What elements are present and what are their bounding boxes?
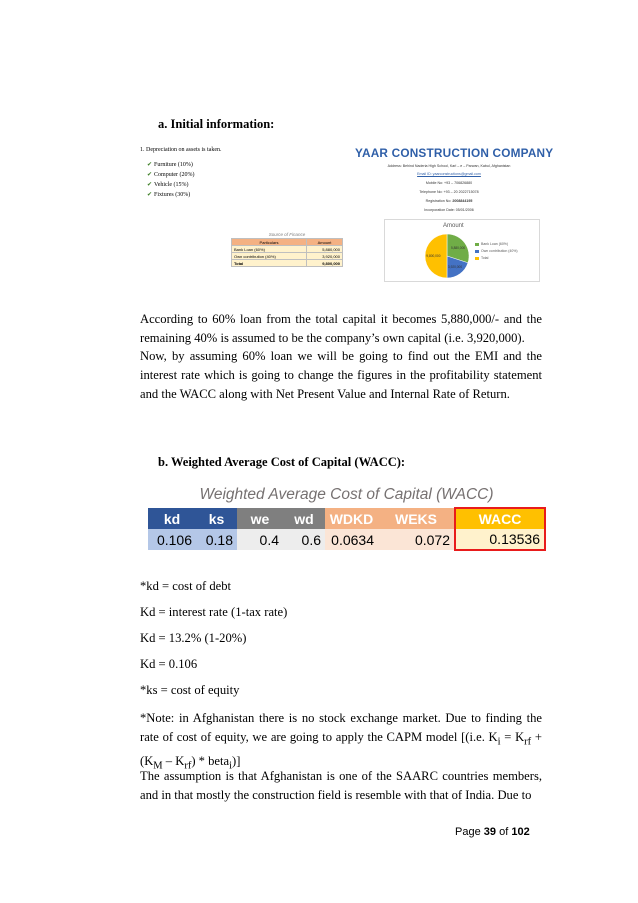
source-of-finance-table [231,238,343,267]
pie-data-label: 3,920,000 [447,265,463,270]
wacc-value-we: 0.4 [237,529,283,550]
chart-title: Amount [443,223,464,229]
company-mobile: Mobile No: +93 – 706826880 [425,181,473,185]
table-row [232,246,343,253]
wacc-value-kd: 0.106 [148,529,196,550]
sof-header-cell: Amount [307,239,343,246]
wacc-value-ks: 0.18 [196,529,237,550]
page-footer: Page 39 of 102 [455,826,530,838]
sof-header-cell: Particulars [232,239,307,246]
company-email[interactable]: Email ID: yaarconstructions@gmail.com [417,172,481,176]
wacc-header-wd: wd [283,508,325,529]
depreciation-list [140,161,250,198]
wacc-header-wdkd: WDKD [325,508,378,529]
sof-title: Source of Finance [268,232,306,237]
legend-item: Total [475,256,518,260]
wacc-header-weks: WEKS [378,508,455,529]
legend-swatch [475,250,479,253]
chart-legend [475,242,518,260]
sof-cell: Bank Loan (60%) [232,246,307,253]
check-icon: ✔ [147,192,153,198]
wacc-value-wacc: 0.13536 [455,529,545,550]
paragraph-emi: Now, by assuming 60% loan we will be going to find out the EMI and the interest rate which is going to change the figures in the profitability statement and the WACC along with Net Present Value and Internal Rate of Return. [140,349,542,401]
depreciation-item: ✔ Furniture (10%) [147,162,193,168]
amount-chart [384,219,540,282]
note-kd-result: Kd = 0.106 [140,657,198,671]
note-capm: *Note: in Afghanistan there is no stock exchange market. Due to finding the rate of cost of equity, we are going to apply the CAPM model [(i.e. $K_i = K_{rf} + (K_M - K_{rf})$ * beta$_i$)] [140,711,542,772]
legend-swatch [475,243,479,246]
company-details [374,164,524,212]
legend-item: Own contribution (40%) [475,249,518,253]
sof-header-row [232,239,343,246]
company-incorporation: Incorporation Date: 05/01/2006 [424,208,474,212]
note-kd-formula: Kd = interest rate (1-tax rate) [140,605,288,619]
depreciation-title: 1. Depreciation on assets is taken. [140,147,222,153]
sof-cell: Own contribution (40%) [232,253,307,260]
wacc-table [148,507,546,551]
wacc-value-wd: 0.6 [283,529,325,550]
table-row [148,529,545,550]
section-b-heading: b. Weighted Average Cost of Capital (WACC): [158,455,406,469]
paragraph-assumption: The assumption is that Afghanistan is one of the SAARC countries members, and in that mostly the construction field is resemble with that of India. Due to [140,769,542,802]
legend-item: Bank Loan (60%) [475,242,518,246]
depreciation-block [140,147,250,198]
depreciation-item: ✔ Computer (20%) [147,172,195,178]
note-ks-definition: *ks = cost of equity [140,683,240,697]
company-address: Address: Behind Naderia High School, Karl – e – Parwan, Kabul, Afghanistan [387,164,511,168]
depreciation-item: ✔ Fixtures (30%) [147,192,191,198]
pie-data-label: 9,800,000 [426,254,441,258]
table-row [232,253,343,260]
wacc-title: Weighted Average Cost of Capital (WACC) [199,486,494,503]
sof-cell: 5,880,000 [307,246,343,253]
sof-cell: 3,920,000 [307,253,343,260]
wacc-header-row [148,508,545,529]
company-registration: Registration No: 2008844195 [425,199,473,203]
check-icon: ✔ [147,182,153,188]
wacc-header-wacc: WACC [455,508,545,529]
pie-data-label: 5,880,000 [450,245,466,250]
note-kd-substitution: Kd = 13.2% (1-20%) [140,631,247,645]
check-icon: ✔ [147,172,153,178]
legend-swatch [475,257,479,260]
company-telephone: Telephone No: +93 – 20 2022715078 [419,190,479,194]
wacc-value-wdkd: 0.0634 [325,529,378,550]
sof-cell: 9,800,000 [307,260,343,267]
company-name: YAAR CONSTRUCTION COMPANY [355,146,554,160]
wacc-header-we: we [237,508,283,529]
wacc-header-ks: ks [196,508,237,529]
depreciation-item: ✔ Vehicle (15%) [147,182,189,188]
sof-cell: Total [232,260,307,267]
wacc-header-kd: kd [148,508,196,529]
check-icon: ✔ [147,162,153,168]
note-kd-definition: *kd = cost of debt [140,579,232,593]
paragraph-loan: According to 60% loan from the total capital it becomes 5,880,000/- and the remaining 40% is assumed to be the company’s own capital (i.e. 3,920,000). [140,312,542,345]
section-a-heading: a. Initial information: [158,117,275,131]
table-row [232,260,343,267]
wacc-value-weks: 0.072 [378,529,455,550]
